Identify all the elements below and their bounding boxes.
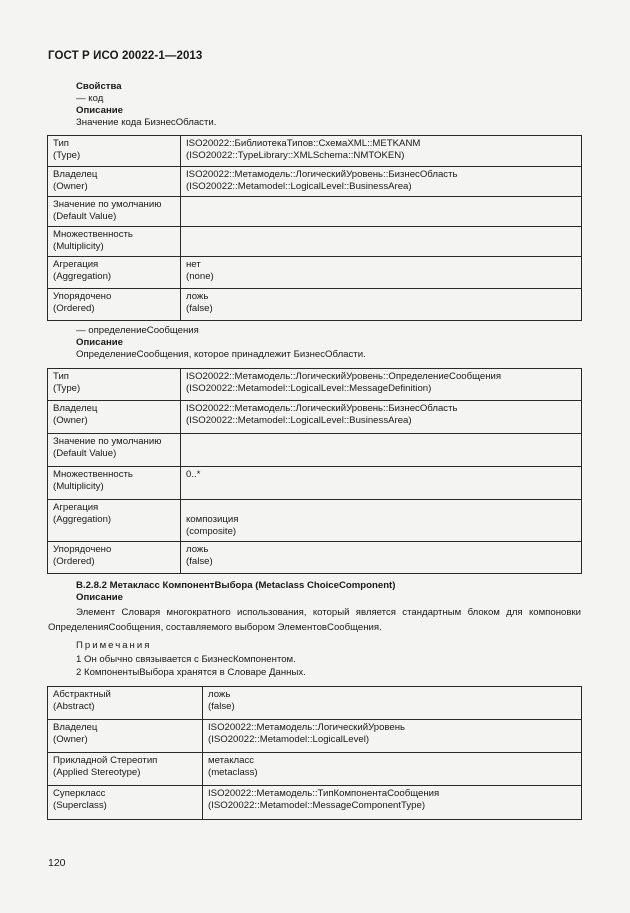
property-value-cell: композиция (composite) — [181, 500, 582, 542]
property-value-cell: ISO20022::Метамодель::ЛогическийУровень (ISO20022::Metamodel::LogicalLevel) — [203, 720, 582, 753]
property-name-cell: Значение по умолчанию (Default Value) — [48, 434, 181, 467]
property-value-cell — [181, 434, 582, 467]
property-name-cell: Упорядочено (Ordered) — [48, 289, 181, 321]
table-row — [48, 786, 582, 820]
description-heading: Описание — [76, 337, 123, 348]
description-text: ОпределениеСообщения, которое принадлежит БизнесОбласти. — [76, 349, 366, 360]
property-value-cell: 0..* — [181, 467, 582, 500]
table-row — [48, 289, 582, 321]
notes-heading: Примечания — [76, 640, 152, 651]
table-row — [48, 753, 582, 786]
document-header: ГОСТ Р ИСО 20022-1—2013 — [48, 50, 203, 62]
property-name-cell: Значение по умолчанию (Default Value) — [48, 197, 181, 227]
property-table-message-definition — [47, 368, 582, 574]
table-row — [48, 687, 582, 720]
description-heading: Описание — [76, 105, 123, 116]
property-name-cell: Владелец (Owner) — [48, 167, 181, 197]
property-name-cell: Суперкласс (Superclass) — [48, 786, 203, 820]
property-name-cell: Агрегация (Aggregation) — [48, 257, 181, 289]
table-row — [48, 369, 582, 401]
section-heading: В.2.8.2 Метакласс КомпонентВыбора (Metaclass ChoiceComponent) — [76, 580, 396, 591]
note-2: 2 КомпонентыВыбора хранятся в Словаре Данных. — [76, 667, 306, 678]
table-row — [48, 500, 582, 542]
table-row — [48, 542, 582, 574]
property-value-cell: ложь (false) — [203, 687, 582, 720]
property-name-cell: Множественность (Multiplicity) — [48, 467, 181, 500]
property-name-cell: Владелец (Owner) — [48, 720, 203, 753]
properties-heading: Свойства — [76, 81, 122, 92]
table-row — [48, 434, 582, 467]
property-value-cell: метакласс (metaclass) — [203, 753, 582, 786]
property-value-cell — [181, 227, 582, 257]
property-value-cell: ISO20022::БиблиотекаТипов::СхемаXML::METKANM (ISO20022::TypeLibrary::XMLSchema::NMTOKEN) — [181, 136, 582, 167]
property-item-code: — код — [76, 93, 104, 104]
table-row — [48, 467, 582, 500]
property-value-cell — [181, 197, 582, 227]
property-value-cell: ISO20022::Метамодель::ЛогическийУровень::ОпределениеСообщения (ISO20022::Metamodel::LogicalLevel::MessageDefinition) — [181, 369, 582, 401]
table-row — [48, 257, 582, 289]
page-number: 120 — [48, 857, 66, 869]
property-name-cell: Агрегация (Aggregation) — [48, 500, 181, 542]
note-1: 1 Он обычно связывается с БизнесКомпонентом. — [76, 654, 296, 665]
table-row — [48, 401, 582, 434]
table-row — [48, 167, 582, 197]
property-value-cell: нет (none) — [181, 257, 582, 289]
property-item-message-definition: — определениеСообщения — [76, 325, 199, 336]
property-table-code — [47, 135, 582, 321]
description-text: Значение кода БизнесОбласти. — [76, 117, 217, 128]
section-description: Элемент Словаря многократного использования, который является стандартным блоком для компоновки ОпределенияСообщения, составляемого выбором ЭлементовСообщения. — [48, 607, 581, 633]
property-name-cell: Абстрактный (Abstract) — [48, 687, 203, 720]
property-value-cell: ложь (false) — [181, 289, 582, 321]
property-value-cell: ISO20022::Метамодель::ЛогическийУровень::БизнесОбласть (ISO20022::Metamodel::LogicalLevel::BusinessArea) — [181, 401, 582, 434]
property-name-cell: Тип (Type) — [48, 136, 181, 167]
property-name-cell: Множественность (Multiplicity) — [48, 227, 181, 257]
table-row — [48, 720, 582, 753]
description-heading: Описание — [76, 592, 123, 603]
property-name-cell: Прикладной Стереотип (Applied Stereotype) — [48, 753, 203, 786]
property-value-cell: ложь (false) — [181, 542, 582, 574]
property-name-cell: Тип (Type) — [48, 369, 181, 401]
table-row — [48, 136, 582, 167]
property-value-cell: ISO20022::Метамодель::ТипКомпонентаСообщения (ISO20022::Metamodel::MessageComponentType) — [203, 786, 582, 820]
property-name-cell: Упорядочено (Ordered) — [48, 542, 181, 574]
property-name-cell: Владелец (Owner) — [48, 401, 181, 434]
table-row — [48, 197, 582, 227]
property-table-choice-component — [47, 686, 582, 820]
property-value-cell: ISO20022::Метамодель::ЛогическийУровень::БизнесОбласть (ISO20022::Metamodel::LogicalLevel::BusinessArea) — [181, 167, 582, 197]
table-row — [48, 227, 582, 257]
